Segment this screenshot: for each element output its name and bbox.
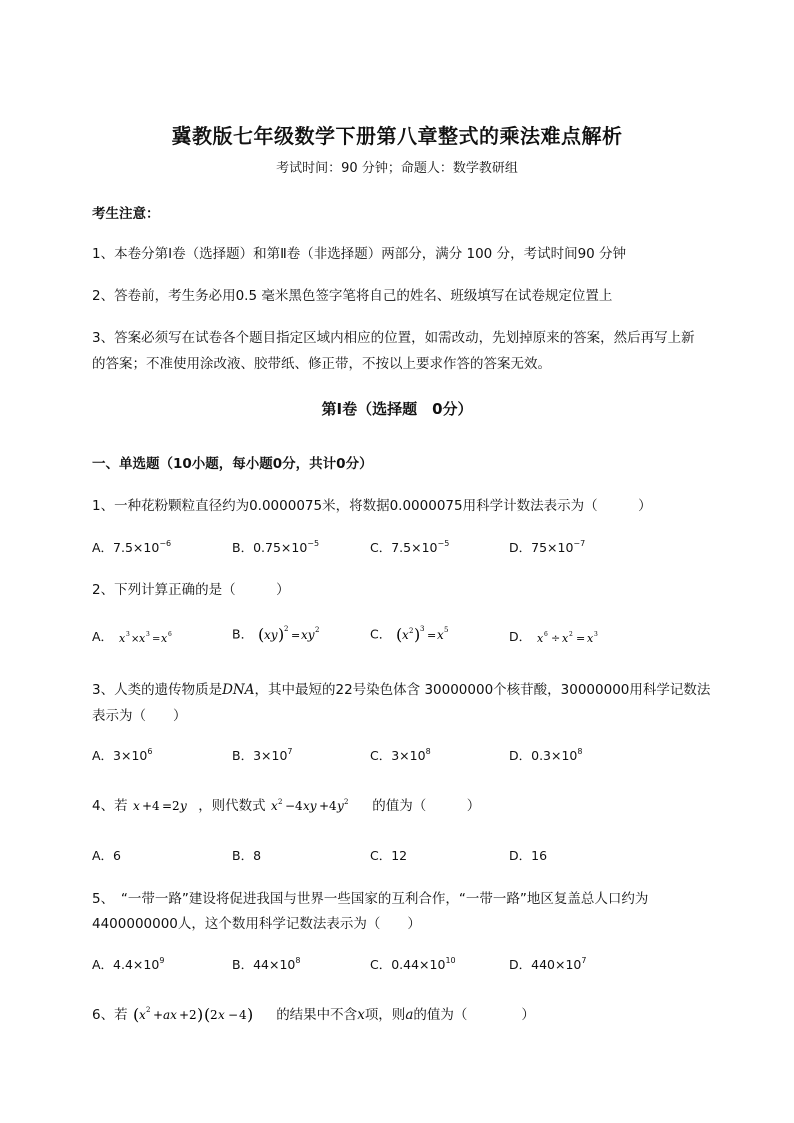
question-3-option-c: C．$3\times 10^8$ <box>370 747 431 763</box>
svg-text:): ) <box>414 625 421 644</box>
exam-info: 考试时间：90 分钟；命题人：数学教研组 <box>276 161 518 176</box>
question-5-option-d: D．$440\times 10^7$ <box>509 956 587 972</box>
svg-text:x: x <box>138 1008 146 1022</box>
question-4-option-a: A．6 <box>92 848 122 863</box>
svg-text:4: 4 <box>328 799 337 813</box>
svg-text:y: y <box>336 799 344 813</box>
svg-text:x: x <box>217 1008 225 1022</box>
question-2-option-b: B． ( xy ) 2 = xy 2 <box>232 624 327 646</box>
svg-text:2: 2 <box>209 1008 218 1022</box>
document-title: 冀教版七年级数学下册第八章整式的乘法难点解析 <box>171 124 623 148</box>
notice-item-3: 3、答案必须写在试卷各个题目指定区域内相应的位置，如需改动，先划掉原来的答案，然后再写上新 <box>92 330 695 346</box>
question-3-option-b: B．$3\times 10^7$ <box>232 747 293 763</box>
question-2-option-d: D． x 6 ÷ x 2 = x 3 <box>509 627 607 647</box>
formula-image <box>257 624 327 646</box>
svg-text:x: x <box>161 631 168 645</box>
svg-text:x: x <box>270 799 278 813</box>
svg-text:6: 6 <box>168 630 172 638</box>
svg-text:3: 3 <box>594 630 598 638</box>
formula-image <box>535 629 607 647</box>
question-4-stem: 4、若 x + 4 = 2 y ，则代数式 x 2 − 4 xy + 4 y 2 的值为（ ） <box>92 798 481 814</box>
formula-image <box>132 797 194 815</box>
question-1-option-c: C．$7.5\times 10^{-5}$ <box>370 539 450 555</box>
question-1-option-d: D．$75\times 10^{-7}$ <box>509 539 586 555</box>
svg-text:2: 2 <box>569 630 573 638</box>
svg-text:x: x <box>139 631 146 645</box>
svg-text:): ) <box>196 1005 204 1024</box>
svg-text:=: = <box>161 799 172 813</box>
svg-text:=: = <box>427 629 437 642</box>
question-5-option-b: B．$44\times 10^8$ <box>232 956 301 972</box>
svg-text:(: ( <box>132 1005 140 1024</box>
svg-text:=: = <box>291 629 301 642</box>
svg-text:2: 2 <box>409 627 414 635</box>
svg-text:3: 3 <box>420 625 425 633</box>
question-5-option-a: A．$4.4\times 10^9$ <box>92 956 165 972</box>
svg-text:(: ( <box>203 1005 211 1024</box>
svg-text:4: 4 <box>151 799 160 813</box>
question-5-stem: 5、 “一带一路”建设将促进我国与世界一些国家的互利合作，“一带一路”地区复盖总人口约为 <box>92 891 649 907</box>
formula-image <box>270 797 368 815</box>
svg-text:2: 2 <box>188 1008 197 1022</box>
question-3-option-d: D．$0.3\times 10^8$ <box>509 747 583 763</box>
svg-text:x: x <box>587 631 594 645</box>
svg-text:): ) <box>246 1005 254 1024</box>
question-3-stem-continued: 表示为（ ） <box>92 708 187 724</box>
svg-text:6: 6 <box>544 630 548 638</box>
svg-text:x: x <box>132 799 140 813</box>
question-2-option-c: C． ( x 2 ) 3 = x 5 <box>370 624 457 646</box>
svg-text:4: 4 <box>238 1008 247 1022</box>
svg-text:(: ( <box>396 625 403 644</box>
svg-text:÷: ÷ <box>551 631 561 645</box>
svg-text:x: x <box>119 631 126 645</box>
svg-text:=: = <box>576 631 586 645</box>
notice-heading: 考生注意： <box>92 206 160 222</box>
question-1-option-b: B．$0.75\times 10^{-5}$ <box>232 539 320 555</box>
svg-text:y: y <box>179 799 187 813</box>
svg-text:−: − <box>227 1008 238 1022</box>
svg-text:2: 2 <box>277 798 283 806</box>
svg-text:×: × <box>131 633 140 645</box>
svg-text:2: 2 <box>145 1006 151 1014</box>
formula-image <box>117 629 177 647</box>
svg-text:): ) <box>278 625 285 644</box>
svg-text:4: 4 <box>294 799 303 813</box>
svg-text:+: + <box>178 1008 189 1022</box>
svg-text:xy: xy <box>301 628 315 642</box>
section-title: 第Ⅰ卷（选择题 0分） <box>321 400 473 418</box>
notice-item-1: 1、本卷分第Ⅰ卷（选择题）和第Ⅱ卷（非选择题）两部分，满分 100 分，考试时间90 分钟 <box>92 246 627 262</box>
svg-text:x: x <box>562 631 569 645</box>
question-1-stem: 1、一种花粉颗粒直径约为0.0000075米，将数据0.0000075用科学计数法表示为（ ） <box>92 498 652 514</box>
svg-text:2: 2 <box>284 625 289 633</box>
svg-text:2: 2 <box>315 626 320 634</box>
svg-text:2: 2 <box>343 798 349 806</box>
svg-text:x: x <box>402 628 409 642</box>
question-3-stem: 3、人类的遗传物质是DNA，其中最短的22号染色体含 30000000个核苷酸，30000000用科学记数法 <box>92 682 711 698</box>
question-5-stem-continued: 4400000000人，这个数用科学记数法表示为（ ） <box>92 916 421 932</box>
formula-image <box>395 624 457 646</box>
svg-text:2: 2 <box>171 799 180 813</box>
svg-text:+: + <box>141 799 152 813</box>
question-2-option-a: A． x 3 × x 3 = x 6 <box>92 627 177 647</box>
svg-text:(: ( <box>258 625 265 644</box>
question-5-option-c: C．$0.44\times 10^{10}$ <box>370 956 456 972</box>
formula-image <box>132 1004 272 1026</box>
svg-text:xy: xy <box>302 799 317 813</box>
svg-text:xy: xy <box>264 628 278 642</box>
question-2-stem: 2、下列计算正确的是（ ） <box>92 582 290 598</box>
svg-text:=: = <box>152 633 161 645</box>
question-4-option-d: D．16 <box>509 848 548 863</box>
svg-text:ax: ax <box>162 1008 177 1022</box>
svg-text:5: 5 <box>444 626 449 634</box>
question-4-option-b: B．8 <box>232 848 262 863</box>
question-3-option-a: A．$3\times 10^6$ <box>92 747 153 763</box>
question-1-option-a: A．$7.5\times 10^{-6}$ <box>92 539 172 555</box>
part-heading: 一、单选题（10小题，每小题0分，共计0分） <box>92 456 373 472</box>
svg-text:−: − <box>284 799 296 813</box>
question-6-stem: 6、若 ( x 2 + ax + 2 ) ( 2 x − 4 ) 的结果中不含x项，则a的值为（ ） <box>92 1005 535 1024</box>
svg-text:3: 3 <box>126 630 130 638</box>
notice-item-2: 2、答卷前，考生务必用0.5 毫米黑色签字笔将自己的姓名、班级填写在试卷规定位置上 <box>92 288 613 304</box>
svg-text:3: 3 <box>146 630 150 638</box>
notice-item-3-continued: 的答案；不准使用涂改液、胶带纸、修正带，不按以上要求作答的答案无效。 <box>92 356 551 372</box>
svg-text:+: + <box>318 799 330 813</box>
svg-text:+: + <box>152 1008 163 1022</box>
svg-text:x: x <box>537 631 544 645</box>
question-4-option-c: C．12 <box>370 848 408 863</box>
svg-text:x: x <box>437 628 444 642</box>
